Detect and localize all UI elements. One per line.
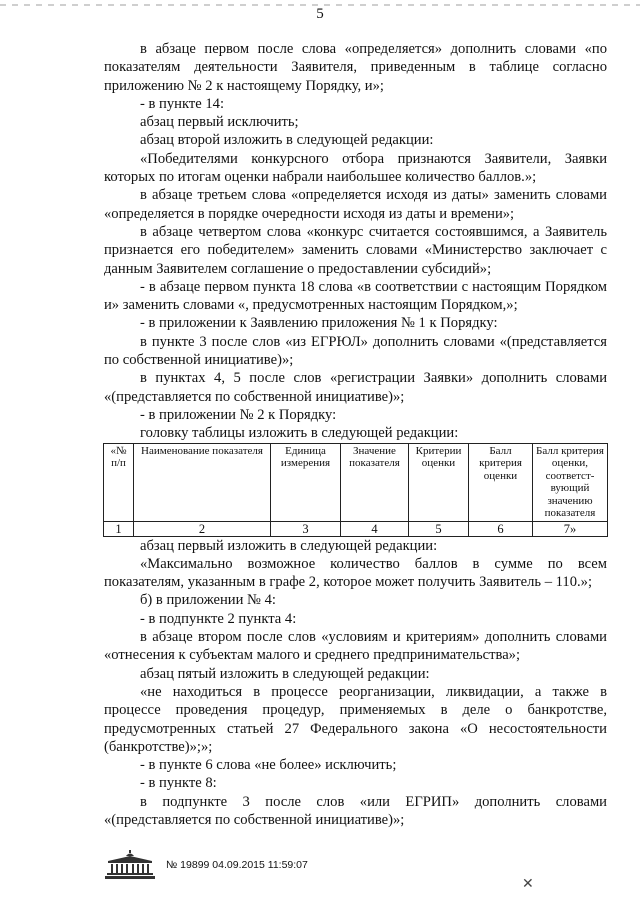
paragraph: - в пункте 14: xyxy=(140,95,225,112)
table-cell: 5 xyxy=(409,521,469,536)
table-cell: 2 xyxy=(134,521,271,536)
registry-building-icon xyxy=(104,850,156,880)
document-body xyxy=(104,40,607,829)
paragraph: б) в приложении № 4: xyxy=(140,592,276,609)
paragraph: в подпункте 3 после слов «или ЕГРИП» дополнить словами «(представляется по собственной инициативе)»; xyxy=(104,793,607,828)
page-number: 5 xyxy=(316,6,324,22)
table-header-revision xyxy=(103,443,608,537)
paragraph: «Победителями конкурсного отбора признаются Заявители, Заявки которых по итогам оценки набрали наибольшее количество баллов.»; xyxy=(104,150,607,186)
table-header-cell: Балл критерия оценки xyxy=(469,443,533,521)
paragraph: - в подпункте 2 пункта 4: xyxy=(140,610,297,627)
paragraph: головку таблицы изложить в следующей редакции: xyxy=(140,425,459,442)
paragraph: в абзаце первом после слова «определяется» дополнить словами «по показателям деятельности Заявителя, приведенным в таблице согласно приложению № 2 к настоящему Порядку, и»; xyxy=(104,41,607,94)
table-cell: 4 xyxy=(341,521,409,536)
paragraph: в пункте 3 после слов «из ЕГРЮЛ» дополнить словами «(представляется по собственной инициативе)»; xyxy=(104,333,607,369)
table-header-row xyxy=(104,443,608,521)
table-row xyxy=(104,521,608,536)
paragraph: в абзаце втором после слов «условиям и критериям» дополнить словами «отнесения к субъектам малого и среднего предпринимательства»; xyxy=(104,629,607,664)
table-cell: 1 xyxy=(104,521,134,536)
registration-stamp: № 19899 04.09.2015 11:59:07 xyxy=(166,859,308,871)
paragraph: в абзаце четвертом слова «конкурс считается состоявшимся, а Заявитель признается его победителем» заменить словами «Министерство заключает с данным Заявителем соглашение о предоставлении субсидий»; xyxy=(104,223,607,277)
pen-mark: ✕ xyxy=(522,877,534,892)
paragraph: - в абзаце первом пункта 18 слова «в соответствии с настоящим Порядком и» заменить словами «, предусмотренных настоящим Порядком,»; xyxy=(104,278,607,314)
table-header-cell: Балл критерия оценки, соответст-вующий значению показателя xyxy=(533,443,608,521)
paragraph: «не находиться в процессе реорганизации, ликвидации, а также в процессе проведения процедур, применяемых в деле о банкротстве, предусмотренных статьей 27 Федерального закона «О несостоятельности (банкротстве)»;»; xyxy=(104,683,607,755)
paragraph: абзац пятый изложить в следующей редакции: xyxy=(140,665,430,682)
paragraph: в пунктах 4, 5 после слов «регистрации Заявки» дополнить словами «(представляется по собственной инициативе)»; xyxy=(104,370,607,405)
paragraph: - в пункте 6 слова «не более» исключить; xyxy=(140,757,397,774)
paragraph: в абзаце третьем слова «определяется исходя из даты» заменить словами «определяется в порядке очередности исходя из даты и времени»; xyxy=(104,187,607,222)
paragraph: «Максимально возможное количество баллов в сумме по всем показателям, указанным в графе 2, которое может получить Заявитель – 110.»; xyxy=(104,555,607,591)
table-cell: 7» xyxy=(533,521,608,536)
table-header-cell: Значение показателя xyxy=(341,443,409,521)
paragraph: - в приложении к Заявлению приложения № 1 к Порядку: xyxy=(140,315,498,332)
paragraph: - в приложении № 2 к Порядку: xyxy=(140,406,337,423)
paragraph: абзац второй изложить в следующей редакции: xyxy=(140,132,434,149)
paragraph: абзац первый исключить; xyxy=(140,114,299,131)
table-cell: 3 xyxy=(271,521,341,536)
table-header-cell: Единица измерения xyxy=(271,443,341,521)
document-footer xyxy=(104,850,308,880)
table-header-cell: «№ п/п xyxy=(104,443,134,521)
table-cell: 6 xyxy=(469,521,533,536)
table-header-cell: Критерии оценки xyxy=(409,443,469,521)
table-header-cell: Наименование показателя xyxy=(134,443,271,521)
paragraph: абзац первый изложить в следующей редакции: xyxy=(140,537,438,554)
paragraph: - в пункте 8: xyxy=(140,775,217,792)
